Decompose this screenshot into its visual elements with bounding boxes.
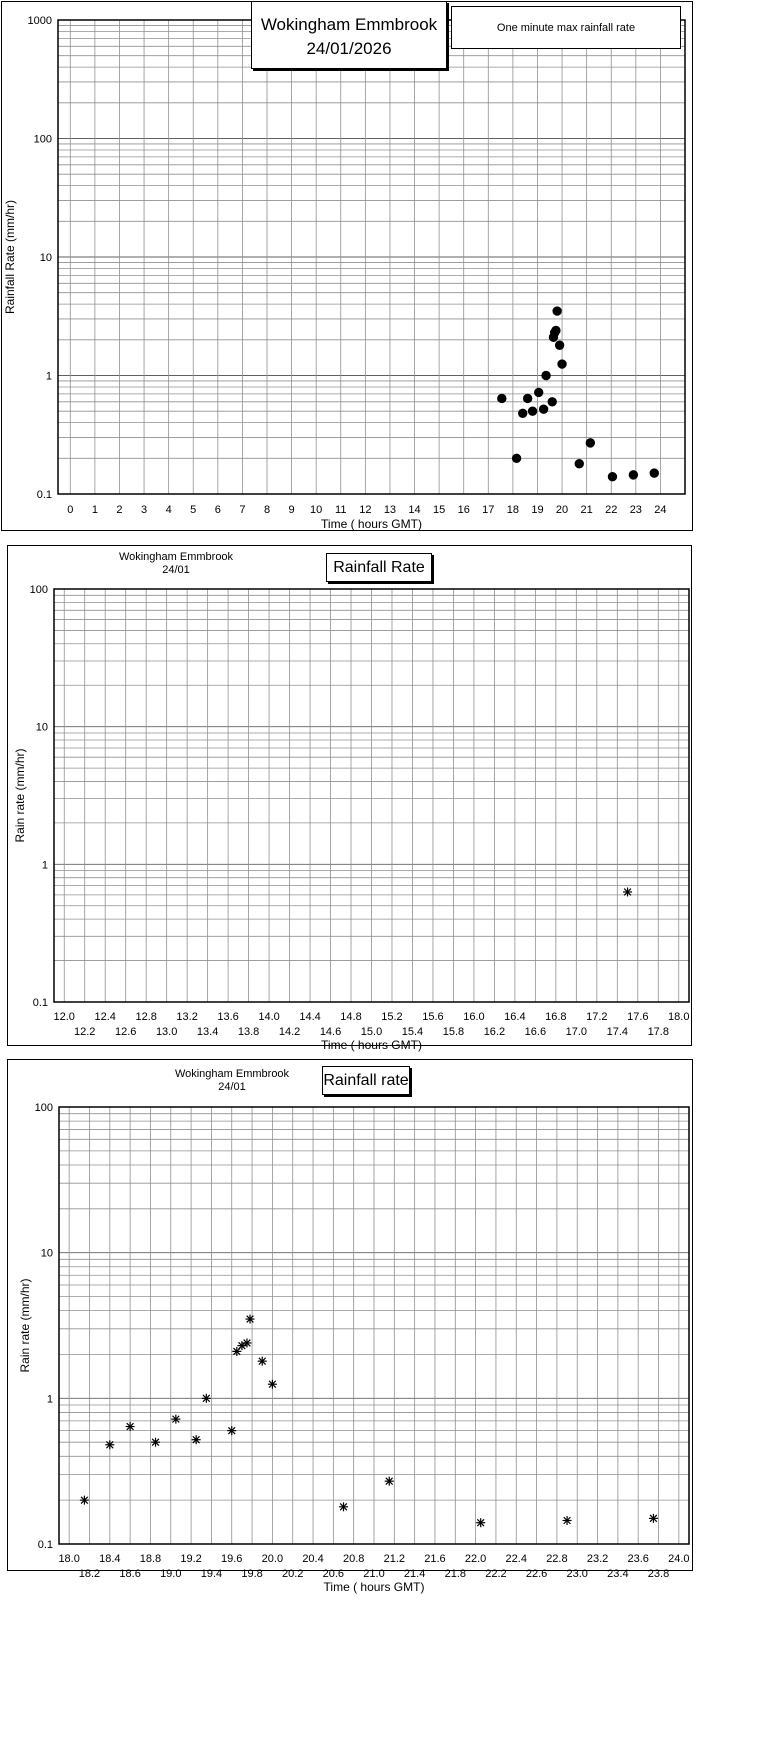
x-tick-label: 19.6 [221,1553,243,1565]
x-tick-label: 19.2 [180,1553,202,1565]
x-tick-label: 17 [482,504,495,516]
y-tick-label: 100 [33,133,52,146]
x-tick-label: 8 [263,504,271,516]
chart-1-legend [451,6,681,49]
data-point [539,405,547,413]
x-tick-label: 16.6 [524,1026,547,1038]
x-tick-label: 17.0 [565,1026,588,1038]
y-tick-label: 1000 [27,15,52,27]
x-tick-label: 13.6 [217,1011,239,1023]
data-point [650,469,658,477]
x-tick-label: 16.2 [483,1026,506,1038]
x-tick-label: 19.8 [241,1568,263,1580]
data-point [512,454,520,462]
data-point [623,887,632,896]
data-point [542,371,550,379]
x-tick-label: 19 [531,504,544,516]
chart-3-title-box [322,1066,410,1095]
x-tick-label: 18.0 [668,1011,690,1023]
data-point [476,1518,485,1527]
x-tick-label: 15.4 [401,1026,424,1038]
data-point [548,398,556,406]
y-tick-label: 1 [46,1393,53,1406]
x-tick-label: 2 [116,504,123,516]
data-point [192,1435,201,1444]
chart-3-station-title [142,1068,322,1094]
x-tick-label: 17.8 [647,1026,669,1038]
x-tick-label: 13.0 [155,1026,178,1038]
x-tick-label: 20.2 [281,1568,304,1580]
x-tick-label: 14.0 [258,1011,280,1023]
data-point [246,1315,255,1324]
x-tick-label: 21 [580,504,593,516]
data-point [498,394,506,402]
x-tick-label: 13.8 [237,1026,260,1038]
data-point [575,460,583,468]
y-tick-label: 10 [39,252,52,264]
chart-3-station-date: 24/01 [218,1081,246,1093]
chart-panel-1 [1,1,693,531]
x-tick-label: 20.0 [261,1553,284,1565]
x-tick-label: 23.6 [627,1553,649,1565]
data-point [339,1502,348,1511]
chart-2-title: Rainfall Rate [333,559,425,576]
x-tick-label: 0 [67,504,74,516]
x-tick-label: 14.4 [299,1011,321,1023]
x-tick-label: 20.6 [322,1568,345,1580]
data-point [227,1426,236,1435]
data-point [553,307,561,315]
x-tick-label: 15.0 [360,1026,383,1038]
x-tick-label: 18.8 [139,1553,162,1565]
chart-1-legend-label: One minute max rainfall rate [496,22,636,34]
x-tick-label: 14.2 [278,1026,301,1038]
chart-1-date: 24/01/2026 [306,39,392,58]
x-tick-label: 22.6 [525,1568,548,1580]
data-point [558,360,566,368]
x-tick-label: 9 [288,504,295,516]
x-tick-label: 16.8 [545,1011,567,1023]
x-tick-label: 20.8 [342,1553,365,1565]
x-tick-label: 24.0 [668,1553,690,1565]
chart-1-title-box [251,1,447,69]
data-point [202,1394,211,1403]
x-tick-label: 18 [506,504,520,516]
x-axis-label: Time ( hours GMT) [323,1580,425,1594]
y-tick-label: 1 [41,859,48,872]
x-tick-label: 23.4 [607,1568,629,1580]
chart-panel-3 [7,1059,693,1594]
x-tick-label: 20 [555,504,569,516]
y-axis-label: Rain rate (mm/hr) [18,1278,32,1373]
chart-2-svg [8,546,693,1052]
data-point [105,1440,114,1449]
x-tick-label: 11 [335,504,347,516]
data-point [258,1357,267,1366]
data-point [519,409,527,417]
x-tick-label: 3 [140,504,148,516]
x-tick-label: 7 [239,504,246,516]
y-axis-label: Rainfall Rate (mm/hr) [3,199,17,315]
chart-1-title: Wokingham Emmbrook [260,15,438,34]
x-tick-label: 1 [91,504,98,516]
y-tick-label: 0.1 [36,489,52,501]
y-tick-label: 1 [45,370,52,383]
x-tick-label: 15.6 [422,1011,444,1023]
data-point [242,1338,251,1347]
x-tick-label: 21.2 [383,1553,406,1565]
x-tick-label: 22.2 [485,1568,507,1580]
x-tick-label: 6 [214,504,221,516]
chart-3-svg [8,1060,694,1594]
data-point [608,472,616,480]
x-tick-label: 23.0 [566,1568,588,1580]
chart-2-station-date: 24/01 [162,564,190,576]
x-tick-label: 13.4 [196,1026,219,1038]
data-point [586,439,594,447]
data-point [563,1516,572,1525]
x-tick-label: 12.0 [53,1011,75,1023]
x-tick-label: 21.8 [444,1568,467,1580]
data-point [151,1438,160,1447]
data-point [555,341,563,349]
x-tick-label: 22.0 [464,1553,487,1565]
y-tick-label: 0.1 [32,997,48,1009]
x-tick-label: 12.6 [114,1026,137,1038]
x-tick-label: 15.2 [381,1011,403,1023]
x-tick-label: 12.8 [135,1011,157,1023]
y-tick-label: 100 [34,1102,53,1114]
data-point [385,1477,394,1486]
chart-2-title-box [326,553,432,582]
x-tick-label: 21.0 [363,1568,385,1580]
chart-1-svg [2,2,694,532]
y-tick-label: 0.1 [37,1539,53,1551]
data-point [535,388,543,396]
x-tick-label: 20.4 [302,1553,324,1565]
x-tick-label: 15.8 [442,1026,465,1038]
x-axis-label: Time ( hours GMT) [321,1038,422,1052]
data-point [629,471,637,479]
x-tick-label: 12.2 [74,1026,96,1038]
y-tick-label: 100 [29,584,48,596]
x-tick-label: 23.8 [647,1568,670,1580]
x-tick-label: 21.4 [403,1568,426,1580]
x-tick-label: 18.0 [58,1553,80,1565]
x-tick-label: 17.2 [586,1011,608,1023]
x-tick-label: 15 [432,504,446,516]
x-tick-label: 14.8 [340,1011,362,1023]
x-tick-label: 4 [165,504,172,516]
x-tick-label: 22.4 [505,1553,527,1565]
chart-2-station-title [86,551,266,577]
y-tick-label: 10 [35,721,48,734]
chart-3-station-name: Wokingham Emmbrook [174,1068,290,1080]
x-tick-label: 18.2 [78,1568,101,1580]
x-tick-label: 17.4 [606,1026,629,1038]
data-point [552,326,560,334]
x-tick-label: 16 [457,504,470,516]
x-tick-label: 13 [383,504,397,516]
data-point [126,1422,135,1431]
x-tick-label: 16.4 [504,1011,526,1023]
x-tick-label: 23 [629,504,642,516]
data-point [268,1380,277,1389]
y-axis-label: Rain rate (mm/hr) [13,748,27,843]
x-tick-label: 22 [605,504,618,516]
x-tick-label: 18.6 [119,1568,141,1580]
x-tick-label: 17.6 [627,1011,649,1023]
chart-2-station-name: Wokingham Emmbrook [118,551,234,563]
y-tick-label: 10 [40,1247,53,1260]
data-point [80,1496,89,1505]
x-axis-label: Time ( hours GMT) [321,517,422,531]
x-tick-label: 12 [359,504,372,516]
x-tick-label: 24 [654,504,667,516]
data-point [649,1514,658,1523]
x-tick-label: 5 [190,504,197,516]
x-tick-label: 16.0 [463,1011,485,1023]
x-tick-label: 14.6 [319,1026,342,1038]
x-tick-label: 18.4 [99,1553,121,1565]
x-tick-label: 21.6 [424,1553,446,1565]
x-tick-label: 19.0 [160,1568,182,1580]
data-point [171,1415,180,1424]
x-tick-label: 10 [310,504,323,516]
x-tick-label: 19.4 [200,1568,223,1580]
x-tick-label: 23.2 [586,1553,609,1565]
data-point [523,394,531,402]
x-tick-label: 12.4 [94,1011,116,1023]
chart-panel-2 [7,545,692,1052]
x-tick-label: 14 [408,504,421,516]
chart-3-title: Rainfall rate [323,1072,409,1089]
x-tick-label: 13.2 [176,1011,198,1023]
data-point [528,407,536,415]
x-tick-label: 22.8 [546,1553,568,1565]
